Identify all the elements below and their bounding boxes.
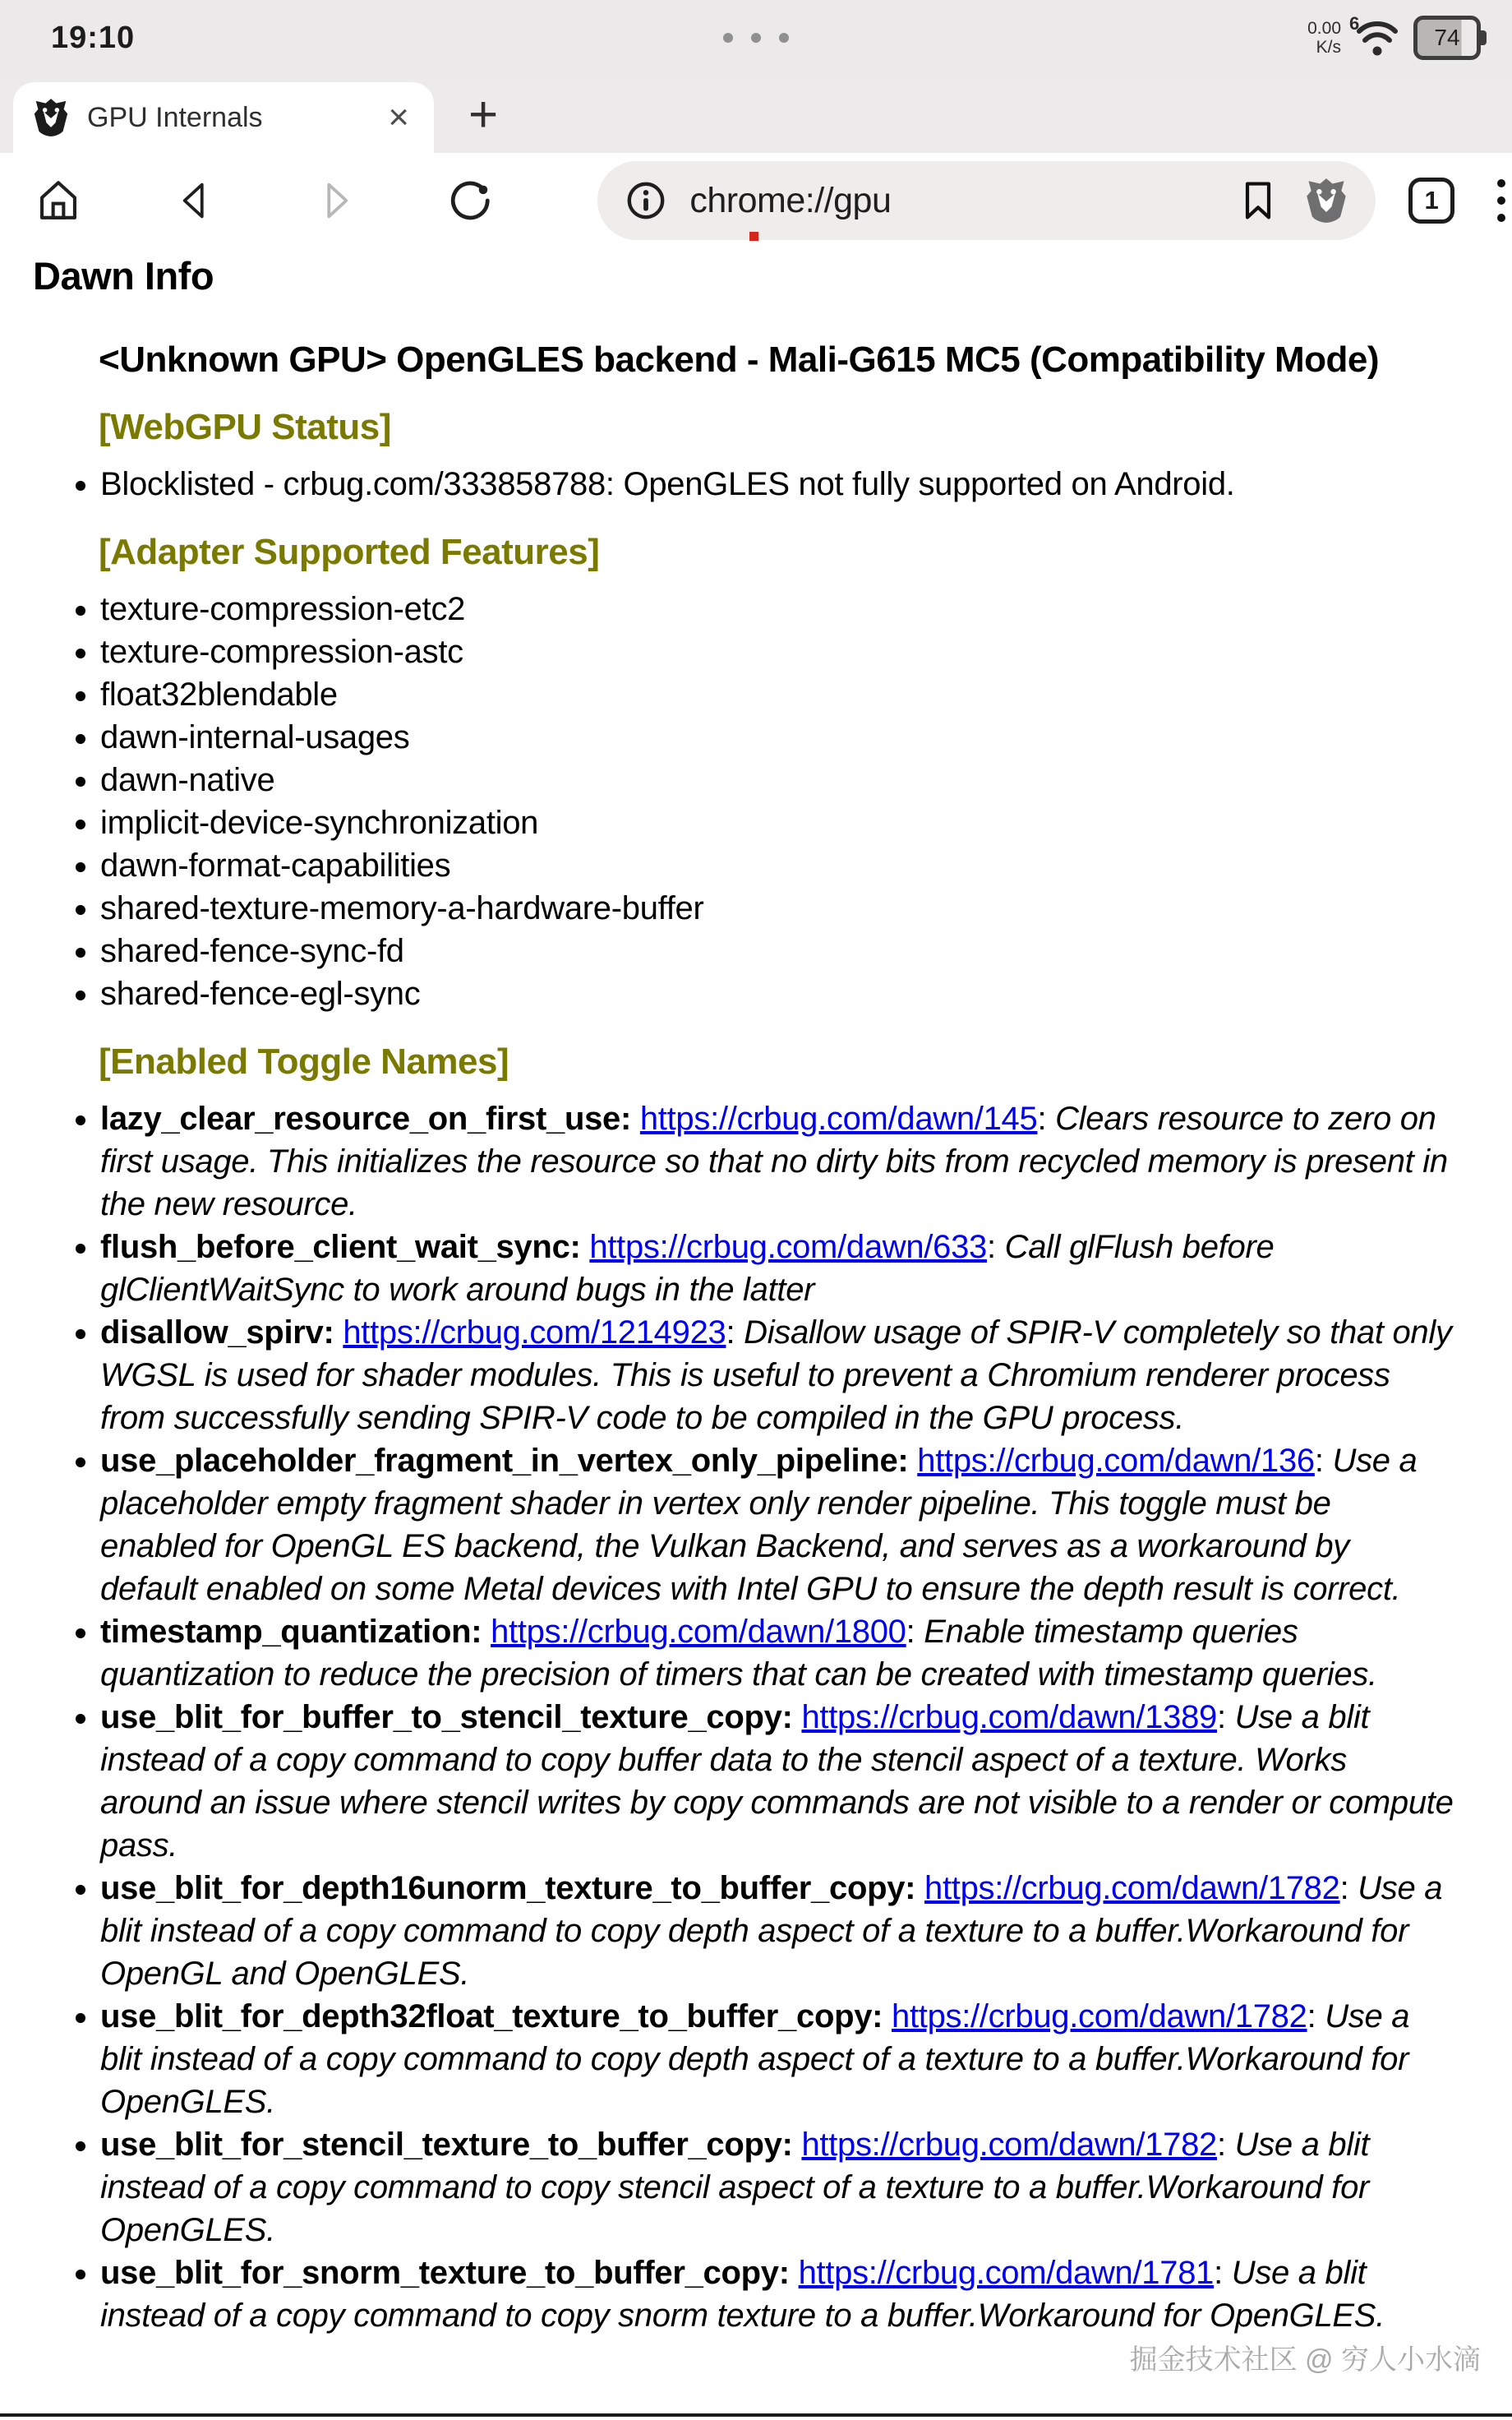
toggle-name: use_blit_for_depth32float_texture_to_buffer_copy: xyxy=(100,1998,883,2034)
enabled-toggles-list xyxy=(0,1097,1512,2337)
toggle-list-item xyxy=(100,1696,1454,1867)
toggle-name: lazy_clear_resource_on_first_use: xyxy=(100,1101,632,1137)
crbug-link[interactable]: https://crbug.com/dawn/1800 xyxy=(491,1614,906,1650)
toggle-list-item xyxy=(100,1995,1454,2123)
back-button[interactable] xyxy=(173,177,220,224)
toggle-description: Use a blit instead of a copy command to copy snorm texture to a buffer.Workaround for OpenGLES. xyxy=(100,2255,1385,2334)
url-text[interactable]: chrome://gpu xyxy=(689,180,892,220)
toggle-description: Use a blit instead of a copy command to copy buffer data to the stencil aspect of a texture. Works around an issue where stencil writes by copy commands are not visible to a render or compute pass. xyxy=(100,1699,1454,1863)
toggle-list-item xyxy=(100,2123,1454,2251)
toggle-separator: : xyxy=(906,1614,924,1650)
gpu-backend-heading: <Unknown GPU> OpenGLES backend - Mali-G615 MC5 (Compatibility Mode) xyxy=(99,339,1380,380)
toggle-description: Use a blit instead of a copy command to copy depth aspect of a texture to a buffer.Workaround for OpenGL and OpenGLES. xyxy=(100,1870,1443,1992)
toggle-separator: : xyxy=(1037,1101,1056,1137)
section-heading-enabled-toggles: [Enabled Toggle Names] xyxy=(99,1041,509,1082)
toggle-separator: : xyxy=(1216,2127,1235,2163)
toggle-list-item xyxy=(100,1226,1454,1311)
wifi-icon: 6 xyxy=(1354,16,1400,59)
crbug-link[interactable]: https://crbug.com/dawn/1389 xyxy=(801,1699,1217,1735)
toggle-separator: : xyxy=(1314,1443,1333,1479)
toggle-list-item xyxy=(100,1311,1454,1439)
crbug-link[interactable]: https://crbug.com/dawn/1782 xyxy=(924,1870,1340,1906)
list-item: • dawn-native xyxy=(100,759,1454,801)
watermark: 掘金技术社区 @ 穷人小水滴 xyxy=(1129,2344,1481,2376)
battery-percent: 74 xyxy=(1434,25,1460,50)
toggle-separator: : xyxy=(726,1314,744,1351)
toggle-list-item xyxy=(100,1439,1454,1610)
list-item: • shared-texture-memory-a-hardware-buffer xyxy=(100,887,1454,930)
toggle-list-item xyxy=(100,1867,1454,1995)
url-bar[interactable] xyxy=(597,161,1376,240)
toggle-name: timestamp_quantization: xyxy=(100,1614,482,1650)
clock: 19:10 xyxy=(51,20,136,55)
toggle-description: Call glFlush before glClientWaitSync to work around bugs in the latter xyxy=(100,1229,1275,1308)
page-title: Dawn Info xyxy=(33,254,214,298)
toggle-separator: : xyxy=(1339,1870,1358,1906)
toggle-description: Clears resource to zero on first usage. This initializes the resource so that no dirty bits from recycled memory is present in the new resource. xyxy=(100,1101,1448,1222)
crbug-link[interactable]: https://crbug.com/dawn/136 xyxy=(917,1443,1315,1479)
enabled-toggles-section xyxy=(0,1041,1512,2337)
page-content xyxy=(0,248,1512,2337)
toggle-name: use_blit_for_buffer_to_stencil_texture_copy: xyxy=(100,1699,793,1735)
brave-lion-icon xyxy=(33,98,69,137)
menu-overflow-icon[interactable] xyxy=(1491,173,1512,229)
crbug-link[interactable]: https://crbug.com/dawn/1782 xyxy=(801,2127,1217,2163)
new-tab-button[interactable]: + xyxy=(468,85,499,143)
tab-close-icon[interactable]: × xyxy=(388,97,409,137)
list-item: • dawn-internal-usages xyxy=(100,716,1454,759)
crbug-link[interactable]: https://crbug.com/1214923 xyxy=(343,1314,726,1351)
toggle-name: use_blit_for_depth16unorm_texture_to_buffer_copy: xyxy=(100,1870,916,1906)
network-speed: 0.00 K/s xyxy=(1307,19,1341,57)
list-item: • implicit-device-synchronization xyxy=(100,801,1454,844)
tab-title: GPU Internals xyxy=(87,101,263,133)
crbug-link[interactable]: https://crbug.com/dawn/1781 xyxy=(798,2255,1215,2291)
list-item: • texture-compression-astc xyxy=(100,630,1454,673)
toggle-description: Use a placeholder empty fragment shader in vertex only render pipeline. This toggle must be enabled for OpenGL ES backend, the Vulkan Backend, and serves as a workaround by default enabled on some Metal devices with Intel GPU to ensure the depth result is correct. xyxy=(100,1443,1418,1607)
list-item: • dawn-format-capabilities xyxy=(100,844,1454,887)
toggle-description: Enable timestamp queries quantization to reduce the precision of timers that can be created with timestamp queries. xyxy=(100,1614,1377,1693)
brave-shields-icon[interactable] xyxy=(1305,178,1348,224)
toggle-separator: : xyxy=(1307,1998,1325,2034)
adapter-features-section xyxy=(0,532,1512,1015)
crbug-link[interactable]: https://crbug.com/dawn/1782 xyxy=(892,1998,1307,2034)
status-bar xyxy=(0,0,1512,76)
bookmark-icon[interactable] xyxy=(1239,179,1277,222)
toggle-name: use_blit_for_snorm_texture_to_buffer_copy: xyxy=(100,2255,790,2291)
toggle-name: use_blit_for_stencil_texture_to_buffer_copy: xyxy=(100,2127,793,2163)
crbug-link[interactable]: https://crbug.com/dawn/145 xyxy=(639,1101,1038,1137)
toggle-separator: : xyxy=(1216,1699,1235,1735)
screen-bottom-edge xyxy=(0,2413,1512,2417)
reload-button[interactable] xyxy=(449,177,496,224)
tab-strip xyxy=(0,76,1512,153)
section-heading-adapter-features: [Adapter Supported Features] xyxy=(99,532,600,572)
toggle-description: Disallow usage of SPIR-V completely so that only WGSL is used for shader modules. This is useful to prevent a Chromium renderer process from successfully sending SPIR-V code to be compiled in the GPU process. xyxy=(100,1314,1452,1436)
toggle-name: use_placeholder_fragment_in_vertex_only_pipeline: xyxy=(100,1443,909,1479)
toggle-description: Use a blit instead of a copy command to copy depth aspect of a texture to a buffer.Workaround for OpenGLES. xyxy=(100,1998,1410,2120)
crbug-link[interactable]: https://crbug.com/dawn/633 xyxy=(589,1229,987,1265)
section-heading-webgpu-status: [WebGPU Status] xyxy=(99,407,391,447)
list-item: • shared-fence-sync-fd xyxy=(100,930,1454,972)
toggle-name: disallow_spirv: xyxy=(100,1314,334,1351)
toggle-name: flush_before_client_wait_sync: xyxy=(100,1229,581,1265)
toggle-list-item xyxy=(100,2251,1454,2337)
forward-button[interactable] xyxy=(311,177,358,224)
toggle-separator: : xyxy=(1214,2255,1232,2291)
adapter-features-list xyxy=(0,588,1512,1015)
list-item: • texture-compression-etc2 xyxy=(100,588,1454,630)
page-info-icon[interactable] xyxy=(625,180,666,221)
toggle-description: Use a blit instead of a copy command to copy stencil aspect of a texture to a buffer.Workaround for OpenGLES. xyxy=(100,2127,1370,2248)
list-item: • shared-fence-egl-sync xyxy=(100,972,1454,1015)
webgpu-status-list xyxy=(0,463,1512,506)
toggle-list-item xyxy=(100,1610,1454,1696)
battery-icon xyxy=(1413,16,1481,60)
camera-cutout-dots xyxy=(723,33,789,43)
webgpu-status-section xyxy=(0,407,1512,506)
red-marker xyxy=(749,232,758,241)
list-item: • float32blendable xyxy=(100,673,1454,716)
toggle-list-item xyxy=(100,1097,1454,1226)
toggle-separator: : xyxy=(986,1229,1005,1265)
home-button[interactable] xyxy=(35,177,82,224)
tab-switcher-button[interactable]: 1 xyxy=(1408,178,1454,224)
list-item: • Blocklisted - crbug.com/333858788: OpenGLES not fully supported on Android. xyxy=(100,463,1454,506)
browser-tab[interactable] xyxy=(13,82,434,153)
